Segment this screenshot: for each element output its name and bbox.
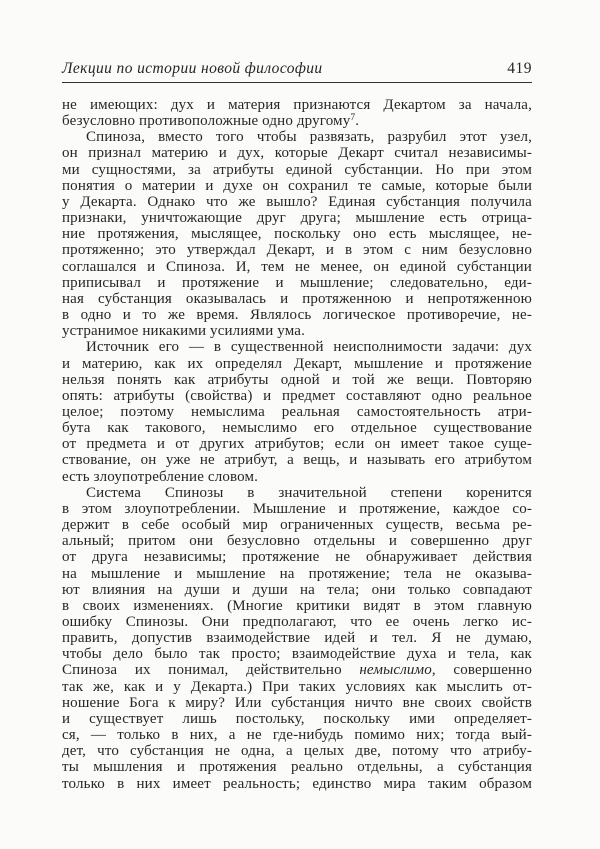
text-line — [62, 695, 532, 711]
text-segment: только в них имеет реальность; единство мира таким образом — [62, 775, 532, 792]
text-segment: приписывал и протяжение и мышление; следовательно, еди- — [62, 274, 532, 291]
text-line — [62, 776, 532, 792]
text-segment: нельзя понять как атрибуты одной и той же вещи. Повторяю — [62, 371, 532, 388]
text-segment: и существует лишь постольку, поскольку ими определяет- — [62, 710, 532, 727]
text-line — [62, 178, 532, 194]
text-line — [62, 145, 532, 161]
text-segment: чтобы дело было так просто; взаимодействие духа и тела, как — [62, 646, 532, 663]
text-line — [62, 97, 532, 113]
footnote-marker: 7 — [350, 113, 356, 124]
text-line — [62, 420, 532, 436]
text-segment: ми сущностями, за атрибуты единой субстанции. Но при этом — [62, 161, 532, 178]
text-line — [62, 259, 532, 275]
text-segment: , совершенно — [431, 662, 533, 679]
text-line — [62, 598, 532, 614]
running-title: Лекции по истории новой философии — [62, 60, 323, 77]
text-line — [62, 711, 532, 727]
text-segment: опять: атрибуты (свойства) и предмет составляют одно реальное — [62, 387, 532, 404]
text-line — [62, 614, 532, 630]
text-segment: править, допустив взаимодействие идей и тел. Я не думаю, — [62, 630, 532, 647]
text-segment: от друга независимы; протяжение не обнаруживает действия — [62, 549, 532, 566]
text-line — [62, 404, 532, 420]
text-line — [62, 388, 532, 404]
page-body — [62, 97, 532, 792]
text-line — [62, 210, 532, 226]
text-segment: ошибку Спинозы. Они предполагают, что ее очень легко ис- — [62, 614, 532, 630]
text-line — [62, 566, 532, 582]
text-segment: от предмета и от других атрибутов; если он имеет такое суще- — [62, 436, 532, 453]
text-line — [62, 339, 532, 355]
text-segment: Спиноза, вместо того чтобы развязать, разрубил этот узел, — [86, 129, 532, 146]
page-header — [62, 60, 532, 83]
text-line — [62, 501, 532, 517]
text-segment: протяженно; это утверждал Декарт, и в этом с ним безусловно — [62, 242, 532, 259]
text-segment: ношение Бога к миру? Или субстанция ничто вне своих свойств — [62, 694, 532, 711]
text-segment: держит в себе особый мир ограниченных существ, весьма ре- — [62, 517, 532, 534]
text-line — [62, 452, 532, 468]
text-line — [62, 275, 532, 291]
text-line — [62, 646, 532, 662]
text-segment: у Декарта. Однако что же вышло? Единая субстанция получила — [62, 193, 532, 210]
text-line — [62, 194, 532, 210]
text-line — [62, 242, 532, 258]
text-line — [62, 291, 532, 307]
text-line — [62, 517, 532, 533]
text-line — [62, 727, 532, 743]
emphasized-text: немыслимо — [359, 662, 432, 679]
text-segment: Источник его — в существенной неисполнимости задачи: дух — [86, 339, 532, 356]
text-segment: ствование, он уже не атрибут, а вещь, и называть его атрибутом — [62, 452, 532, 469]
text-line — [62, 436, 532, 452]
text-segment: на мышление и мышление на протяжение; тела не оказыва- — [62, 565, 532, 582]
text-segment: в этом злоупотреблении. Мышление и протяжение, каждое со- — [62, 500, 532, 517]
page-number: 419 — [507, 60, 532, 77]
text-segment: ние протяжения, мыслящее, поскольку оно есть мыслящее, не- — [62, 226, 532, 243]
text-segment: ют влияния на души и души на тела; они только совпадают — [62, 581, 532, 598]
text-segment: понятия о материи и духе он сохранил те самые, которые были — [62, 177, 532, 194]
text-line — [62, 372, 532, 388]
text-line — [62, 113, 532, 129]
text-line — [62, 129, 532, 145]
text-segment: соглашался и Спиноза. И, тем не менее, он единой субстанции — [62, 258, 532, 275]
text-segment: в одно и то же время. Являлось логическое противоречие, не- — [62, 307, 532, 324]
text-line — [62, 549, 532, 565]
text-segment: . — [355, 113, 360, 130]
text-segment: и материю, как их определял Декарт, мышление и протяжение — [62, 355, 532, 372]
text-line — [62, 743, 532, 759]
text-line — [62, 226, 532, 242]
text-segment: альный; притом они безусловно отдельны и совершенно друг — [62, 533, 532, 550]
page-content — [62, 60, 532, 792]
text-segment: в своих изменениях. (Многие критики видят в этом главную — [62, 597, 532, 614]
text-segment: признаки, уничтожающие друг друга; мышление есть отрица- — [62, 210, 532, 227]
text-segment: устранимое никакими усилиями ума. — [62, 323, 305, 340]
text-line — [62, 162, 532, 178]
text-segment: ная субстанция оказывалась и протяженною и непротяженною — [62, 290, 532, 307]
text-segment: он признал материю и дух, которые Декарт считал независимы- — [62, 145, 532, 162]
text-segment: есть злоупотребление словом. — [62, 468, 259, 485]
text-line — [62, 533, 532, 549]
text-line — [62, 662, 532, 678]
text-line — [62, 356, 532, 372]
text-line — [62, 679, 532, 695]
text-segment: ся, — только в них, а не где-нибудь помимо них; тогда вый- — [62, 727, 532, 744]
text-line — [62, 485, 532, 501]
text-segment: Спиноза их понимал, действительно — [62, 662, 360, 679]
text-segment: безусловно противоположные одно другому — [62, 113, 351, 130]
text-line — [62, 582, 532, 598]
text-segment: так же, как и у Декарта.) При таких условиях как мыслить от- — [62, 678, 532, 695]
text-segment: бута как такового, немыслимо его отдельное существование — [62, 420, 532, 437]
text-line — [62, 323, 532, 339]
text-line — [62, 307, 532, 323]
text-line — [62, 759, 532, 775]
text-segment: ты мышления и протяжения реально отдельны, а субстанция — [62, 759, 532, 776]
text-segment: дет, что субстанция не одна, а целых две, потому что атрибу- — [62, 743, 532, 760]
text-line — [62, 469, 532, 485]
text-segment: Система Спинозы в значительной степени коренится — [86, 484, 532, 501]
text-segment: не имеющих: дух и материя признаются Декартом за начала, — [62, 97, 532, 113]
text-segment: целое; поэтому немыслима реальная самостоятельность атри- — [62, 403, 532, 420]
text-line — [62, 630, 532, 646]
